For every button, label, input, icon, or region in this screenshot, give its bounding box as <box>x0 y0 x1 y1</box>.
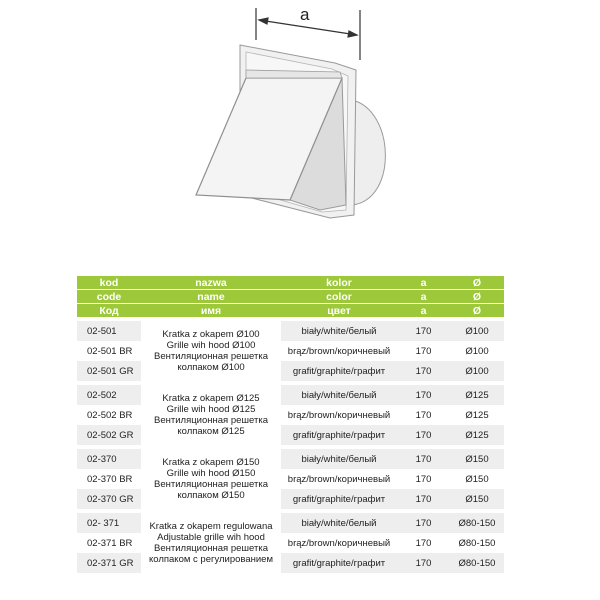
product-color: biały/white/белый <box>281 513 397 533</box>
product-name-line: Вентиляционная решетка <box>154 351 268 362</box>
dimension-a: 170 <box>397 361 450 381</box>
product-color: biały/white/белый <box>281 321 397 341</box>
header-color: color <box>281 290 397 304</box>
dimension-a: 170 <box>415 409 432 421</box>
round-duct <box>352 100 385 205</box>
diameter: Ø150 <box>465 473 489 485</box>
product-code: 02-502 BR <box>87 409 133 421</box>
dimension-a: 170 <box>397 513 450 533</box>
product-name <box>141 321 281 381</box>
diameter: Ø100 <box>450 361 504 381</box>
product-name-line: Вентиляционная решетка <box>154 479 268 490</box>
product-name-line: колпаком Ø150 <box>177 490 245 501</box>
product-name-line: Kratka z okapem Ø100 <box>162 329 260 340</box>
product-name <box>141 513 281 573</box>
header-a: a <box>397 276 450 290</box>
table-row <box>77 449 504 469</box>
product-color: grafit/graphite/графит <box>281 425 397 445</box>
diameter: Ø125 <box>450 425 504 445</box>
diameter: Ø125 <box>450 385 504 405</box>
product-code: 02-371 GR <box>77 553 141 573</box>
product-name-line: Kratka z okapem Ø125 <box>162 393 260 404</box>
product-name-line: Kratka z okapem Ø150 <box>162 457 260 468</box>
product-color: biały/white/белый <box>281 449 397 469</box>
product-color: grafit/graphite/графит <box>281 553 397 573</box>
header-code: Код <box>77 304 141 318</box>
product-color: brąz/brown/коричневый <box>287 473 391 485</box>
product-code: 02-370 GR <box>77 489 141 509</box>
product-name-line: Вентиляционная решетка <box>154 415 268 426</box>
header-row <box>77 276 504 290</box>
dimension-a: 170 <box>415 345 432 357</box>
product-name-line: колпаком Ø100 <box>177 362 245 373</box>
dimension-a: 170 <box>397 553 450 573</box>
product-code: 02-502 <box>77 385 141 405</box>
product-code: 02-370 <box>77 449 141 469</box>
header-color: цвет <box>281 304 397 318</box>
diameter: Ø150 <box>450 489 504 509</box>
header-name: name <box>141 290 281 304</box>
dimension-a: 170 <box>397 321 450 341</box>
dimension-label: a <box>300 5 310 24</box>
product-name-line: колпаком Ø125 <box>177 426 245 437</box>
product-code: 02-371 BR <box>87 537 133 549</box>
product-color: brąz/brown/коричневый <box>287 409 391 421</box>
header-d: Ø <box>450 304 504 318</box>
product-color: grafit/graphite/графит <box>281 489 397 509</box>
product-name <box>141 385 281 445</box>
dimension-a: 170 <box>415 473 432 485</box>
header-name: nazwa <box>141 276 281 290</box>
header-name: имя <box>141 304 281 318</box>
header-a: a <box>397 304 450 318</box>
table-row <box>77 385 504 405</box>
header-code: kod <box>77 276 141 290</box>
product-color: brąz/brown/коричневый <box>287 345 391 357</box>
header-row <box>77 290 504 304</box>
product-color: biały/white/белый <box>281 385 397 405</box>
product-name <box>141 449 281 509</box>
dimension-a: 170 <box>415 537 432 549</box>
product-name-line: Вентиляционная решетка <box>154 543 268 554</box>
diameter: Ø80-150 <box>450 513 504 533</box>
product-name-line: Grille wih hood Ø125 <box>166 404 256 415</box>
header-d: Ø <box>450 276 504 290</box>
product-code: 02-501 <box>77 321 141 341</box>
header-a: a <box>397 290 450 304</box>
diameter: Ø100 <box>465 345 489 357</box>
dimension-a: 170 <box>397 489 450 509</box>
diameter: Ø80-150 <box>458 537 496 549</box>
diameter: Ø80-150 <box>450 553 504 573</box>
dimension-a: 170 <box>397 449 450 469</box>
diameter: Ø125 <box>465 409 489 421</box>
dimension-a: 170 <box>397 385 450 405</box>
table-row <box>77 513 504 533</box>
product-code: 02-501 BR <box>87 345 133 357</box>
product-name-line: Kratka z okapem regulowana <box>149 521 273 532</box>
header-code: code <box>77 290 141 304</box>
product-code: 02- 371 <box>77 513 141 533</box>
diameter: Ø100 <box>450 321 504 341</box>
spec-table <box>77 276 504 573</box>
product-color: grafit/graphite/графит <box>281 361 397 381</box>
product-code: 02-502 GR <box>77 425 141 445</box>
header-d: Ø <box>450 290 504 304</box>
product-code: 02-501 GR <box>77 361 141 381</box>
product-name-line: колпаком с регулированием <box>149 554 273 565</box>
product-code: 02-370 BR <box>87 473 133 485</box>
header-color: kolor <box>281 276 397 290</box>
product-name-line: Grille wih hood Ø150 <box>166 468 256 479</box>
product-color: brąz/brown/коричневый <box>287 537 391 549</box>
product-name-line: Grille wih hood Ø100 <box>166 340 256 351</box>
header-row <box>77 304 504 318</box>
product-name-line: Adjustable grille wih hood <box>157 532 265 543</box>
table-row <box>77 321 504 341</box>
diameter: Ø150 <box>450 449 504 469</box>
dimension-a: 170 <box>397 425 450 445</box>
product-drawing <box>0 0 600 270</box>
